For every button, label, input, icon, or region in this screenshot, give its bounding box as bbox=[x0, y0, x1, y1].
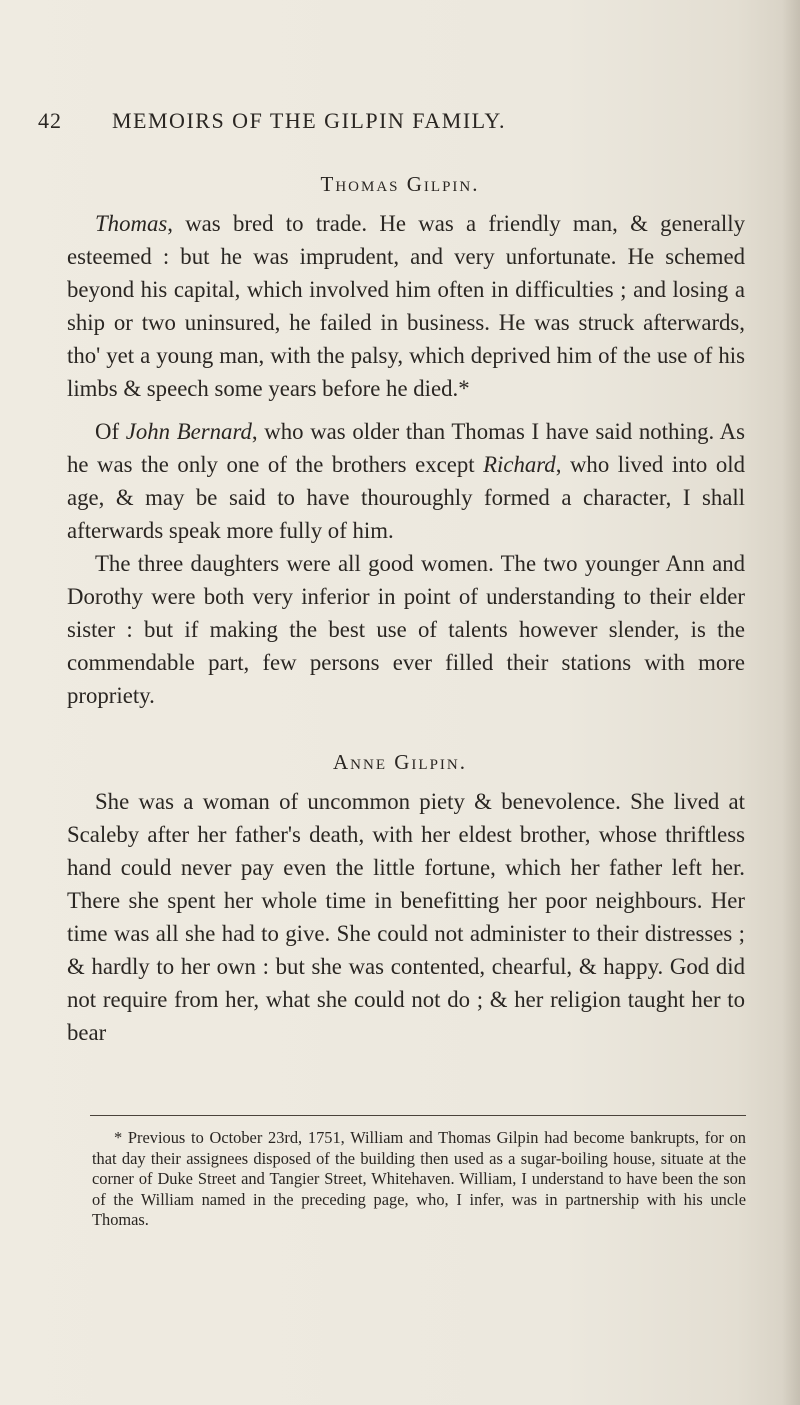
running-head bbox=[38, 108, 738, 138]
paragraph-thomas-text: , was bred to trade. He was a friendly man, & generally esteemed : but he was imprudent, and very unfortunate. He schemed beyond his capital, which involved him often in difficulties ; and losing a ship or two uninsured, he failed in business. He was struck afterwards, tho' yet a young man, with the palsy, which deprived him of the use of his limbs & speech some years before he died.* bbox=[67, 211, 745, 401]
name-john-bernard: John Bernard bbox=[125, 419, 252, 444]
paragraph-anne: She was a woman of uncommon piety & benevolence. She lived at Scaleby after her father's death, with her eldest brother, whose thriftless hand could never pay even the little fortune, which her father left her. There she spent her whole time in benefitting her poor neighbours. Her time was all she had to give. She could not administer to their distresses ; & hardly to her own : but she was contented, chearful, & happy. God did not require from her, what she could not do ; & her religion taught her to bear bbox=[67, 789, 745, 1045]
footnote-rule bbox=[90, 1115, 746, 1116]
heading-anne-gilpin: Anne Gilpin. bbox=[333, 750, 467, 774]
page-number: 42 bbox=[38, 108, 62, 133]
paragraph-thomas bbox=[67, 207, 745, 405]
thomas-section-body bbox=[67, 207, 745, 712]
paragraph-john-bernard bbox=[67, 415, 745, 547]
heading-thomas-gilpin: Thomas Gilpin. bbox=[320, 172, 480, 196]
paragraph-text: Of bbox=[95, 419, 126, 444]
page-edge-shadow bbox=[782, 0, 800, 1405]
name-richard: Richard bbox=[483, 452, 556, 477]
name-thomas: Thomas bbox=[95, 211, 168, 236]
paragraph-text: , who was older than Thomas I have said nothing. As he was the only one of the brothers except bbox=[67, 419, 746, 477]
paragraph-daughters: The three daughters were all good women. The two younger Ann and Dorothy were both very inferior in point of understanding to their elder sister : but if making the best use of talents however slender, is the commendable part, few persons ever filled their stations with more propriety. bbox=[67, 551, 745, 708]
running-title: MEMOIRS OF THE GILPIN FAMILY. bbox=[112, 108, 506, 133]
footnote-text: * Previous to October 23rd, 1751, William and Thomas Gilpin had become bankrupts, for on that day their assignees disposed of the building then used as a sugar-boiling house, situate at the corner of Duke Street and Tangier Street, Whitehaven. William, I understand to have been the son of the William named in the preceding page, who, I infer, was in partnership with his uncle Thomas. bbox=[92, 1128, 746, 1229]
anne-section-body bbox=[67, 785, 745, 1049]
footnote bbox=[92, 1128, 746, 1231]
paragraph-text: , who lived into old age, & may be said to have thouroughly formed a character, I shall afterwards speak more fully of him. bbox=[67, 452, 745, 543]
